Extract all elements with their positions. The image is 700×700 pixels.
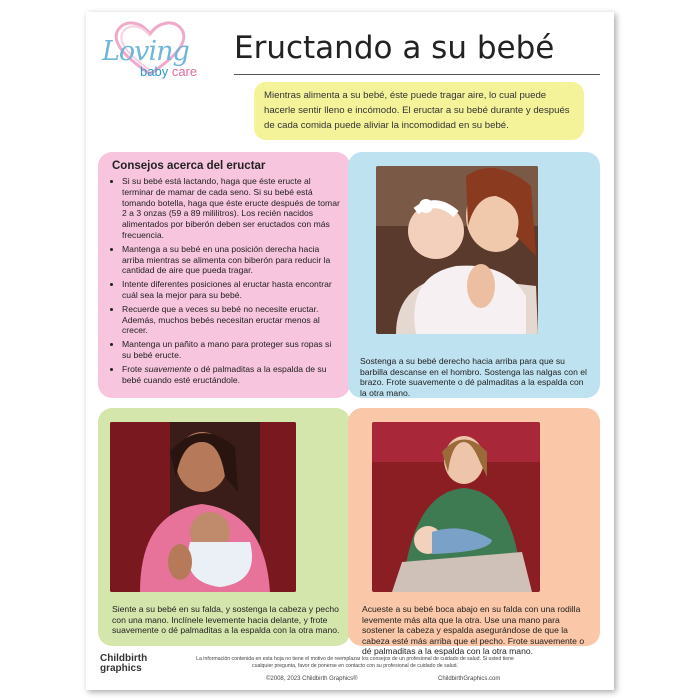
shoulder-hold-panel (348, 152, 600, 398)
tip-item (122, 364, 340, 386)
logo-sub-baby: baby (140, 64, 169, 79)
shoulder-hold-photo (376, 166, 538, 334)
lap-down-panel (348, 408, 600, 657)
shoulder-hold-caption: Sostenga a su bebé derecho hacia arriba para que su barbilla descanse en el hombro. Sostenga las nalgas con el brazo. Frote suavemente o dé palmaditas a la espalda con la otra mano. (360, 356, 587, 398)
footer-disclaimer: La información contenida en esta hoja no tiene el motivo de reemplazar los consejos de un profesional de cuidado de salud. Si usted tiene cualquier pregunta, favor de ponerse en contacto con su profesional de cuidado de salud. (196, 656, 514, 669)
lap-sit-panel (98, 408, 350, 646)
tips-panel (98, 152, 350, 398)
page-title: Eructando a su bebé (234, 30, 555, 66)
flyer-sheet (86, 12, 614, 690)
tip-emphasis: suavemente (144, 363, 192, 374)
lap-down-caption: Acueste a su bebé boca abajo en su falda con una rodilla levemente más alta que la otra. Use una mano para sostener la cabeza y espalda asegurándose de que la cabeza esté más arriba que el pecho. Frote suavemente o dé palmaditas a la espalda con la otra mano. (362, 604, 585, 657)
tip-item: • Mantenga a su bebé en una posición derecha hacia arriba mientras se alimenta con biberón para reducir la cantidad de aire que pueda tragar. (122, 244, 340, 276)
logo-word: Loving (102, 36, 189, 67)
footer-copyright: ©2008, 2023 Childbirth Graphics® (266, 676, 358, 682)
footer-logo-line-1: Childbirth (100, 653, 148, 664)
footer-url: ChildbirthGraphics.com (438, 676, 501, 682)
tip-text: o dé palmaditas a la espalda de su bebé cuando esté eructándole. (122, 363, 327, 385)
tips-list (112, 176, 340, 385)
lap-sit-photo (110, 422, 296, 592)
tip-item: • Mantenga un pañito a mano para proteger sus ropas si su bebé eructe. (122, 339, 340, 361)
tip-text: Frote (122, 363, 145, 374)
logo-sub-care: care (171, 64, 198, 79)
logo-subtitle (140, 64, 197, 79)
tips-title: Consejos acerca del eructar (112, 160, 266, 172)
tip-item: • Si su bebé está lactando, haga que éste eructe al terminar de mamar de cada seno. Si su bebé está tomando botella, haga que éste eructe después de tomar 2 a 3 onzas (59 a 89 mililitros). Los recién nacidos alimentados por biberón deben ser eructados con más frecuencia. (122, 176, 340, 241)
lap-down-photo (372, 422, 540, 592)
childbirth-graphics-logo (100, 654, 147, 674)
footer-logo-line-2: graphics (100, 663, 142, 674)
tip-item: • Recuerde que a veces su bebé no necesite eructar. Además, muchos bebés necesitan eructar menos al crecer. (122, 304, 340, 336)
intro-box: Mientras alimenta a su bebé, éste puede tragar aire, lo cual puede hacerle sentir lleno e incómodo. El eructar a su bebé durante y después de cada comida puede aliviar la incomodidad en su bebé. (254, 82, 584, 140)
loving-baby-care-logo (96, 18, 216, 88)
tip-item: • Intente diferentes posiciones al eructar hasta encontrar cuál sea la mejor para su bebé. (122, 279, 340, 301)
lap-sit-caption: Siente a su bebé en su falda, y sostenga la cabeza y pecho con una mano. Inclínele levemente hacia delante, y frote suavemente o dé palmaditas a la espalda con la otra mano. (112, 604, 340, 636)
title-divider (234, 74, 600, 75)
